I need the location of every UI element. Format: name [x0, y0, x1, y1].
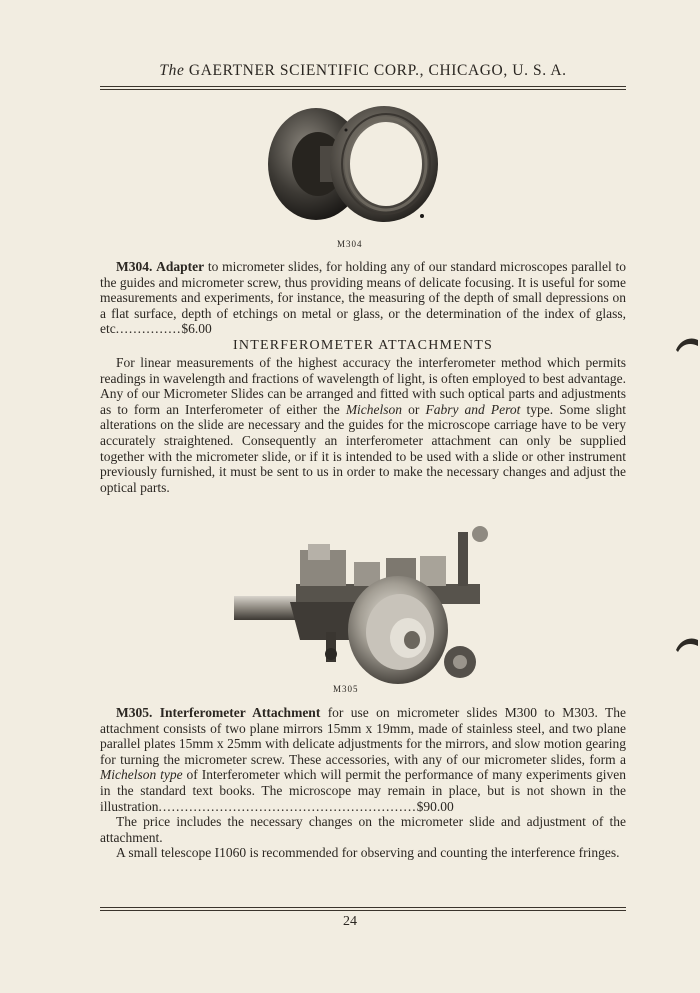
binder-hole-mark-top — [674, 334, 700, 354]
m305-telescope-note: A small telescope I1060 is recommended for observing and counting the interference fringes. — [116, 845, 620, 861]
m304-price: $6.00 — [181, 321, 212, 337]
m304-code: M304. — [116, 259, 153, 274]
m305-price: $90.00 — [416, 798, 454, 814]
page-header — [100, 62, 626, 80]
intro-part2: type. Some slight alterations on the slide are necessary and the guides for the microscope carriage have to be very accurately straightened. Consequently an interferometer attachment can only be supplied together with the micrometer slide, or if it is intended to be used with a slide or other instrument previously furnished, it must be sent to us in order to make the necessary changes and adjust the optical parts. — [100, 401, 627, 495]
m305-text1: for use on micrometer slides M300 to M303. The attachment consists of two plane mirrors 15mm x 19mm, made of stainless steel, and two plane parallel plates 15mm x 25mm with delicate adjustments for the mirrors, and slow motion gearing for turning the micrometer screw. These accessories, with any of our micrometer slides, form a — [100, 705, 626, 767]
header-rule — [100, 86, 626, 87]
adapter-illustration — [262, 104, 442, 228]
m305-price-note: The price includes the necessary changes on the micrometer slide and adjustment of the attachment. — [100, 814, 626, 845]
m305-name: Interferometer Attachment — [159, 705, 321, 720]
m305-leader-dots: ........................................................... — [158, 798, 417, 814]
header-title: GAERTNER SCIENTIFIC CORP., CHICAGO, U. S. A. — [188, 62, 567, 79]
footer-rule — [100, 907, 626, 908]
figure-caption-m304: M304 — [337, 239, 363, 249]
intro-part1: For linear measurements of the highest accuracy the interferometer method which permits readings in wavelength and fractions of wavelength of light, is often employed to best advantage. Any of our Micrometer Slides can be arranged and fitted with such optical parts and adjustments as to form an Interferometer of either the — [100, 355, 626, 417]
m304-text: to micrometer slides, for holding any of our standard microscopes parallel to the guides and micrometer screw, thus providing means of delicate focusing. It is useful for some measurements and experiments, for instance, the measuring of the depth of small depressions on a flat surface, depth of etchings on metal or glass, or the determination of the index of glass, etc — [100, 259, 627, 337]
m305-michelson-type: Michelson type — [100, 767, 183, 783]
section-heading: INTERFEROMETER ATTACHMENTS — [233, 338, 493, 353]
interferometer-intro — [100, 355, 626, 495]
m304-description — [100, 259, 626, 337]
m305-text2: of Interferometer which will permit the performance of many experiments given in the standard text books. The microscope may remain in place, but is not shown in the illustration — [100, 767, 626, 814]
m304-name: Adapter — [156, 259, 205, 274]
intro-michelson: Michelson — [345, 401, 403, 417]
header-the: The — [159, 62, 185, 79]
m305-description — [100, 705, 626, 861]
m304-leader-dots: ............... — [115, 321, 182, 337]
page-number: 24 — [343, 914, 357, 929]
intro-or: or — [402, 401, 426, 417]
figure-caption-m305: M305 — [333, 684, 359, 694]
binder-hole-mark-bottom — [674, 634, 700, 654]
header-rule-thin — [100, 89, 626, 90]
footer-rule-thin — [100, 910, 626, 911]
m305-code: M305. — [116, 705, 153, 720]
interferometer-illustration — [230, 522, 492, 692]
intro-fabry: Fabry and Perot — [425, 401, 521, 417]
